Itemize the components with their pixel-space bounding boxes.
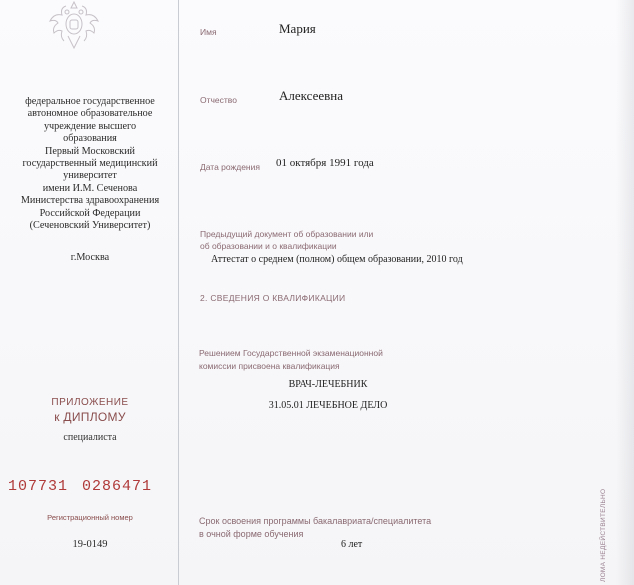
organization-name [6, 96, 174, 232]
appendix-subtitle: к ДИПЛОМУ [54, 410, 126, 424]
dob-value: 01 октября 1991 года [276, 157, 374, 169]
org-line: учреждение высшего [43, 120, 137, 132]
org-line: Министерства здравоохранения [20, 195, 160, 207]
org-line: образования [63, 133, 117, 145]
org-line: автономное образовательное [27, 108, 153, 120]
dob-label: Дата рождения [200, 162, 260, 172]
org-line: Первый Московский [45, 145, 135, 157]
patronymic-label: Отчество [200, 95, 237, 105]
decision-line-2: комиссии присвоена квалификация [199, 361, 340, 371]
org-line: университет [63, 170, 117, 182]
page-fold-divider [178, 0, 179, 585]
org-line: имени И.М. Сеченова [42, 182, 138, 194]
specialty: 31.05.01 ЛЕЧЕБНОЕ ДЕЛО [268, 400, 388, 411]
appendix-kind: специалиста [63, 432, 117, 443]
registration-number-value: 19-0149 [72, 539, 108, 550]
patronymic-value: Алексеевна [279, 88, 343, 103]
serial-number [8, 478, 178, 495]
name-label: Имя [200, 27, 217, 37]
registration-number-label: Регистрационный номер [47, 513, 133, 522]
decision-line-1: Решением Государственной экзаменационной [199, 348, 383, 358]
term-value: 6 лет [341, 539, 363, 550]
side-caption: ЛОМА НЕДЕЙСТВИТЕЛЬНО [600, 488, 607, 582]
term-label-1: Срок освоения программы бакалавриата/специалитета [199, 516, 432, 526]
prev-doc-label-2: об образовании и о квалификации [200, 241, 337, 251]
serial-number-value: 0286471 [82, 478, 153, 495]
city: г.Москва [70, 252, 110, 263]
appendix-title: ПРИЛОЖЕНИЕ [51, 397, 129, 408]
org-line: федеральное государственное [25, 96, 155, 107]
page-edge-shadow [616, 0, 634, 585]
section-2-title: 2. СВЕДЕНИЯ О КВАЛИФИКАЦИИ [200, 293, 346, 303]
term-label-2: в очной форме обучения [199, 529, 304, 539]
org-line: Российской Федерации [39, 207, 141, 219]
org-line: государственный медицинский [22, 158, 158, 170]
prev-doc-label-1: Предыдущий документ об образовании или [200, 229, 374, 239]
coat-of-arms-emblem-icon [44, 0, 104, 52]
qualification: ВРАЧ-ЛЕЧЕБНИК [288, 379, 368, 390]
prev-doc-value: Аттестат о среднем (полном) общем образовании, 2010 год [211, 254, 463, 265]
serial-series: 107731 [8, 478, 69, 495]
org-line: (Сеченовский Университет) [29, 220, 151, 232]
name-value: Мария [279, 21, 316, 36]
